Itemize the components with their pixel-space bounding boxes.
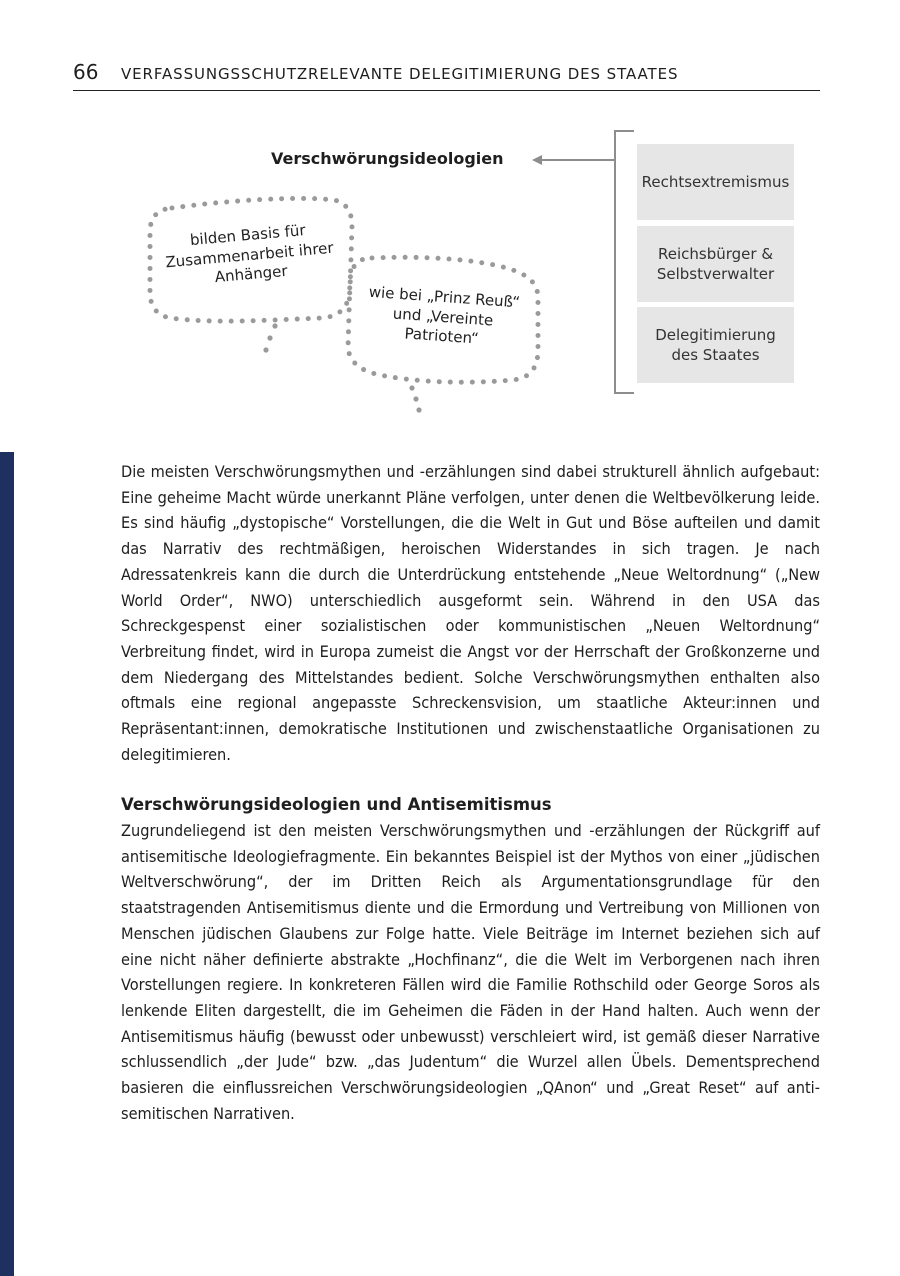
box-group-bracket [614, 130, 634, 394]
bubble-right-text: wie bei „Prinz Reuß“ und „Vereinte Patrioten“ [368, 282, 521, 348]
section-heading: Verschwörungsideologien und Antisemitismus [121, 795, 552, 814]
diagram-title: Verschwörungsideologien [271, 149, 504, 168]
box-delegitimierung [637, 307, 794, 383]
running-title: VERFASSUNGSSCHUTZRELEVANTE DELEGITIMIERUNG DES STAATES [121, 65, 679, 83]
page-number: 66 [73, 60, 99, 84]
box-rechtsextremismus: Rechtsextremismus [637, 144, 794, 220]
box-delegitimierung-label: Delegitimierung des Staates [655, 326, 776, 364]
paragraph-1: Die meisten Verschwörungsmythen und -erzählungen sind dabei strukturell ähnlich aufgebaut: Eine geheime Macht würde unerkannt Pläne verfolgen, unter denen die Weltbevölkerung leide. Es sind häufig „dystopische“ Vorstellungen, die die Welt in Gut und Böse aufteilen und damit das Narrativ des rechtmäßigen, heroischen Widerstandes in sich tragen. Je nach Adressatenkreis kann die durch die Unterdrückung entstehende „Neue Weltordnung“ („New World Order“, NWO) unterschiedlich ausgeformt sein. Während in den USA das Schreckgespenst einer sozialistischen oder kommunistischen „Neuen Weltordnung“ Verbreitung findet, wird in Europa zumeist die Angst vor der Herrschaft der Großkonzerne und dem Niedergang des Mittelstandes bedient. Solche Verschwörungsmythen enthalten also oftmals eine regional angepasste Schreckensvision, um staatliche Akteur:innen und Repräsentant:innen, demokratische Institutionen und zwischenstaatliche Organisationen zu delegitimieren. [121, 462, 820, 764]
box-reichsbuerger-label: Reichsbürger & Selbstverwalter [656, 245, 775, 283]
chapter-side-bar [0, 452, 14, 1276]
bubble-tail-right [409, 385, 421, 412]
diagram [0, 0, 900, 440]
box-reichsbuerger [637, 226, 794, 302]
bubble-tail-left [263, 323, 277, 352]
bubble-left-text: bilden Basis für Zusammenarbeit ihrer Anhänger [164, 221, 335, 287]
paragraph-2: Zugrundeliegend ist den meisten Verschwörungsmythen und -erzählungen der Rückgriff auf antisemitische Ideologiefragmente. Ein bekanntes Beispiel ist der Mythos von einer „jüdischen Weltverschwörung“, der im Dritten Reich als Argumentationsgrundlage für den staatstragenden Antisemitismus diente und die Ermordung und Vertreibung von Millionen von Menschen jüdischen Glaubens zur Folge hatte. Viele Beiträge im Internet beziehen sich auf eine nicht näher definierte abstrakte „Hochfinanz“, die die Welt im Verborgenen nach ihren Vorstellungen regiere. In konkreteren Fällen wird die Familie Rothschild oder George Soros als lenkende Eliten dargestellt, die im Geheimen die Fäden in der Hand halten. Auch wenn der Antisemitismus häufig (bewusst oder unbewusst) verschleiert wird, ist gemäß dieser Narrative schlussendlich „der Jude“ bzw. „das Judentum“ die Wurzel allen Übels. Dementsprechend basieren die einflussreichen Verschwörungsideologien „QAnon“ und „Great Reset“ auf antisemitischen Narrativen. [121, 821, 820, 1123]
